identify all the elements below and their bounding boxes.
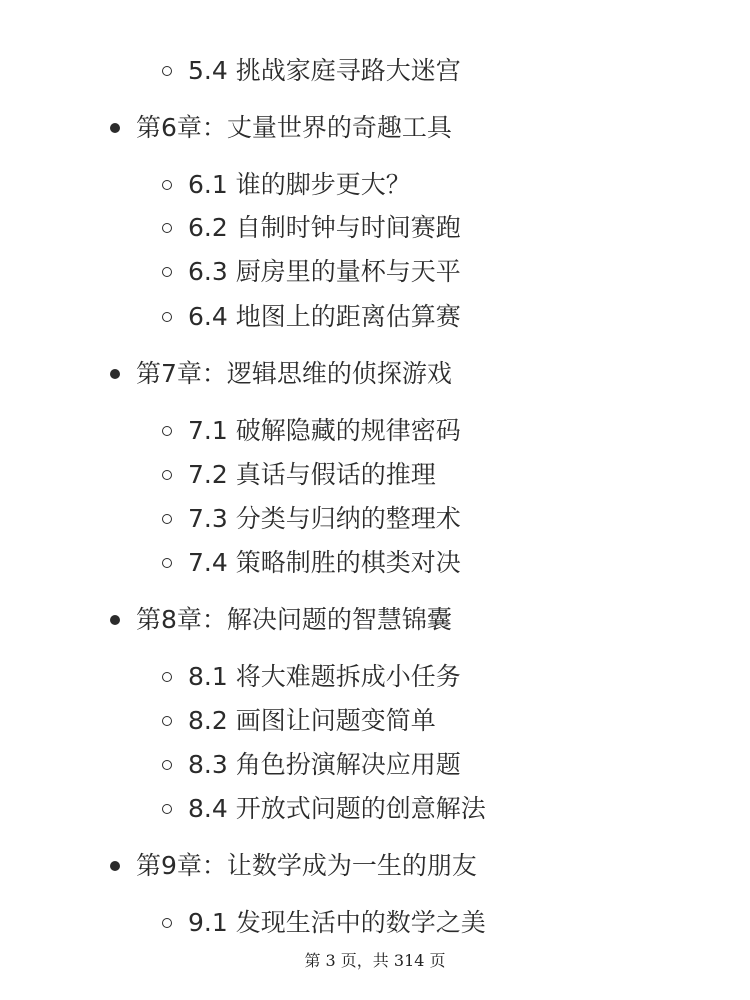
toc-section-6-2 — [162, 208, 461, 248]
toc-section-6-3 — [162, 252, 461, 292]
toc-entry-text: 5.4 挑战家庭寻路大迷宫 — [188, 56, 461, 85]
toc-chapter-7 — [110, 354, 452, 394]
toc-entry-text: 7.4 策略制胜的棋类对决 — [188, 548, 461, 577]
toc-chapter-9 — [110, 846, 477, 886]
toc-section-8-2 — [162, 701, 436, 741]
hollow-bullet-icon — [162, 716, 172, 726]
page-number-footer: 第 3 页，共 314 页 — [304, 951, 446, 970]
toc-chapter-8 — [110, 600, 452, 640]
toc-section-5-4 — [162, 51, 461, 91]
filled-bullet-icon — [110, 369, 120, 379]
toc-section-8-1 — [162, 657, 461, 697]
toc-entry-text: 8.1 将大难题拆成小任务 — [188, 662, 461, 691]
toc-entry-text: 7.2 真话与假话的推理 — [188, 460, 436, 489]
toc-section-7-4 — [162, 543, 461, 583]
hollow-bullet-icon — [162, 180, 172, 190]
hollow-bullet-icon — [162, 558, 172, 568]
toc-entry-text: 6.1 谁的脚步更大？ — [188, 170, 411, 199]
filled-bullet-icon — [110, 861, 120, 871]
filled-bullet-icon — [110, 615, 120, 625]
hollow-bullet-icon — [162, 918, 172, 928]
filled-bullet-icon — [110, 123, 120, 133]
toc-section-6-4 — [162, 297, 461, 337]
hollow-bullet-icon — [162, 426, 172, 436]
hollow-bullet-icon — [162, 672, 172, 682]
toc-section-7-2 — [162, 455, 436, 495]
hollow-bullet-icon — [162, 514, 172, 524]
hollow-bullet-icon — [162, 267, 172, 277]
toc-section-9-1 — [162, 903, 486, 943]
hollow-bullet-icon — [162, 223, 172, 233]
hollow-bullet-icon — [162, 760, 172, 770]
hollow-bullet-icon — [162, 470, 172, 480]
toc-entry-text: 7.3 分类与归纳的整理术 — [188, 504, 461, 533]
toc-entry-text: 8.2 画图让问题变简单 — [188, 706, 436, 735]
hollow-bullet-icon — [162, 312, 172, 322]
toc-section-7-1 — [162, 411, 461, 451]
toc-entry-text: 第8章：解决问题的智慧锦囊 — [136, 605, 452, 634]
toc-entry-text: 8.3 角色扮演解决应用题 — [188, 750, 461, 779]
toc-section-6-1 — [162, 165, 411, 205]
toc-entry-text: 9.1 发现生活中的数学之美 — [188, 908, 486, 937]
toc-chapter-6 — [110, 108, 452, 148]
toc-entry-text: 6.3 厨房里的量杯与天平 — [188, 257, 461, 286]
toc-entry-text: 8.4 开放式问题的创意解法 — [188, 794, 486, 823]
hollow-bullet-icon — [162, 804, 172, 814]
toc-entry-text: 7.1 破解隐藏的规律密码 — [188, 416, 461, 445]
toc-section-8-3 — [162, 745, 461, 785]
hollow-bullet-icon — [162, 66, 172, 76]
toc-entry-text: 第7章：逻辑思维的侦探游戏 — [136, 359, 452, 388]
toc-entry-text: 第6章：丈量世界的奇趣工具 — [136, 113, 452, 142]
toc-section-7-3 — [162, 499, 461, 539]
toc-entry-text: 第9章：让数学成为一生的朋友 — [136, 851, 477, 880]
toc-section-8-4 — [162, 789, 486, 829]
toc-entry-text: 6.2 自制时钟与时间赛跑 — [188, 213, 461, 242]
toc-entry-text: 6.4 地图上的距离估算赛 — [188, 302, 461, 331]
